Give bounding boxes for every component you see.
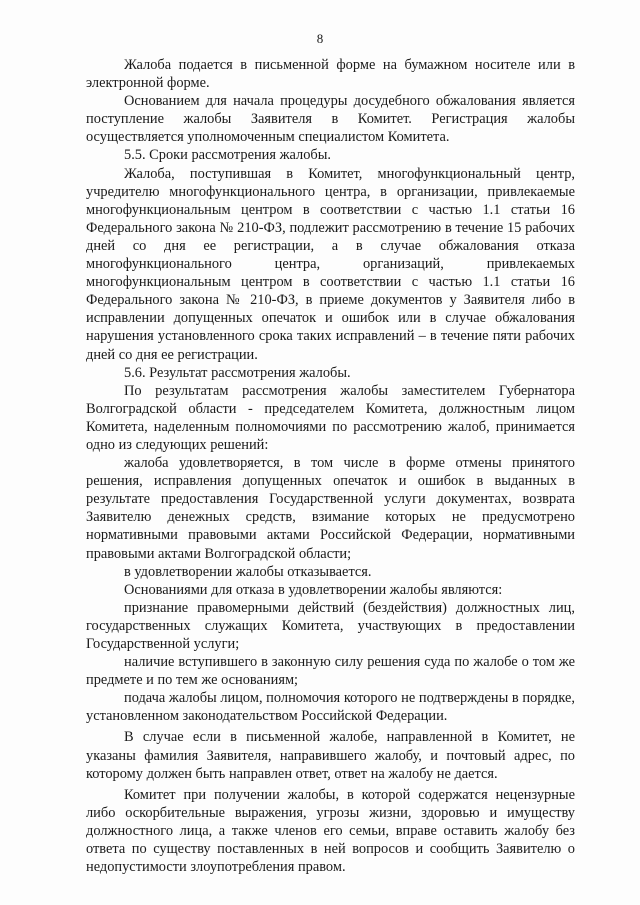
- paragraph-offensive-content: Комитет при получении жалобы, в которой содержатся нецензурные либо оскорбительные выражения, угрозы жизни, здоровью и имуществу должностного лица, а также членов его семьи, вправе оставить жалобу без ответа по существу поставленных в ней вопросов и сообщить Заявителю о недопустимости злоупотребления правом.: [86, 786, 575, 876]
- paragraph-court-decision: наличие вступившего в законную силу решения суда по жалобе о том же предмете и по тем же основаниям;: [86, 654, 575, 689]
- paragraph-review-terms: Жалоба, поступившая в Комитет, многофункциональный центр, учредителю многофункционального центра, в организации, привлекаемые многофункциональным центром в соответствии с частью 1.1 статьи 16 Федерального закона № 210-ФЗ, подлежит рассмотрению в течение 15 рабочих дней со дня ее регистрации, а в случае обжалования отказа многофункционального центра, организаций, привлекаемых многофункциональным центром в соответствии с частью 1.1 статьи 16 Федерального закона № 210-ФЗ, в приеме документов у Заявителя либо в исправлении допущенных опечаток и ошибок или в случае обжалования нарушения установленного срока таких исправлений – в течение пяти рабочих дней со дня ее регистрации.: [86, 165, 575, 363]
- paragraph-review-results: По результатам рассмотрения жалобы заместителем Губернатора Волгоградской области - председателем Комитета, должностным лицом Комитета, наделенным полномочиями по рассмотрению жалоб, принимается одно из следующих решений:: [86, 382, 575, 453]
- paragraph-lawful-actions: признание правомерными действий (бездействия) должностных лиц, государственных служащих Комитета, участвующих в предоставлении Государственной услуги;: [86, 599, 575, 652]
- page-number: 8: [316, 31, 324, 46]
- section-heading-5-5: 5.5. Сроки рассмотрения жалобы.: [124, 147, 332, 164]
- section-heading-5-6: 5.6. Результат рассмотрения жалобы.: [124, 364, 351, 381]
- paragraph-grounds-for-procedure: Основанием для начала процедуры досудебного обжалования является поступление жалобы Заявителя в Комитет. Регистрация жалобы осуществляется уполномоченным специалистом Комитета.: [86, 93, 575, 146]
- paragraph-unconfirmed-authority: подача жалобы лицом, полномочия которого не подтверждены в порядке, установленном законодательством Российской Федерации.: [86, 690, 575, 725]
- paragraph-complaint-satisfied: жалоба удовлетворяется, в том числе в форме отмены принятого решения, исправления допущенных опечаток и ошибок в выданных в результате предоставления Государственной услуги документах, возврата Заявителю денежных средств, взимание которых не предусмотрено нормативными правовыми актами Российской Федерации, нормативными правовыми актами Волгоградской области;: [86, 455, 575, 562]
- document-body: [86, 56, 575, 876]
- paragraph-submission-form: Жалоба подается в письменной форме на бумажном носителе или в электронной форме.: [86, 57, 575, 92]
- paragraph-rejection-grounds: Основаниями для отказа в удовлетворении жалобы являются:: [124, 581, 503, 598]
- paragraph-complaint-rejected: в удовлетворении жалобы отказывается.: [124, 563, 372, 580]
- paragraph-no-applicant-name: В случае если в письменной жалобе, направленной в Комитет, не указаны фамилия Заявителя, направившего жалобу, и почтовый адрес, по которому должен быть направлен ответ, ответ на жалобу не дается.: [86, 729, 575, 782]
